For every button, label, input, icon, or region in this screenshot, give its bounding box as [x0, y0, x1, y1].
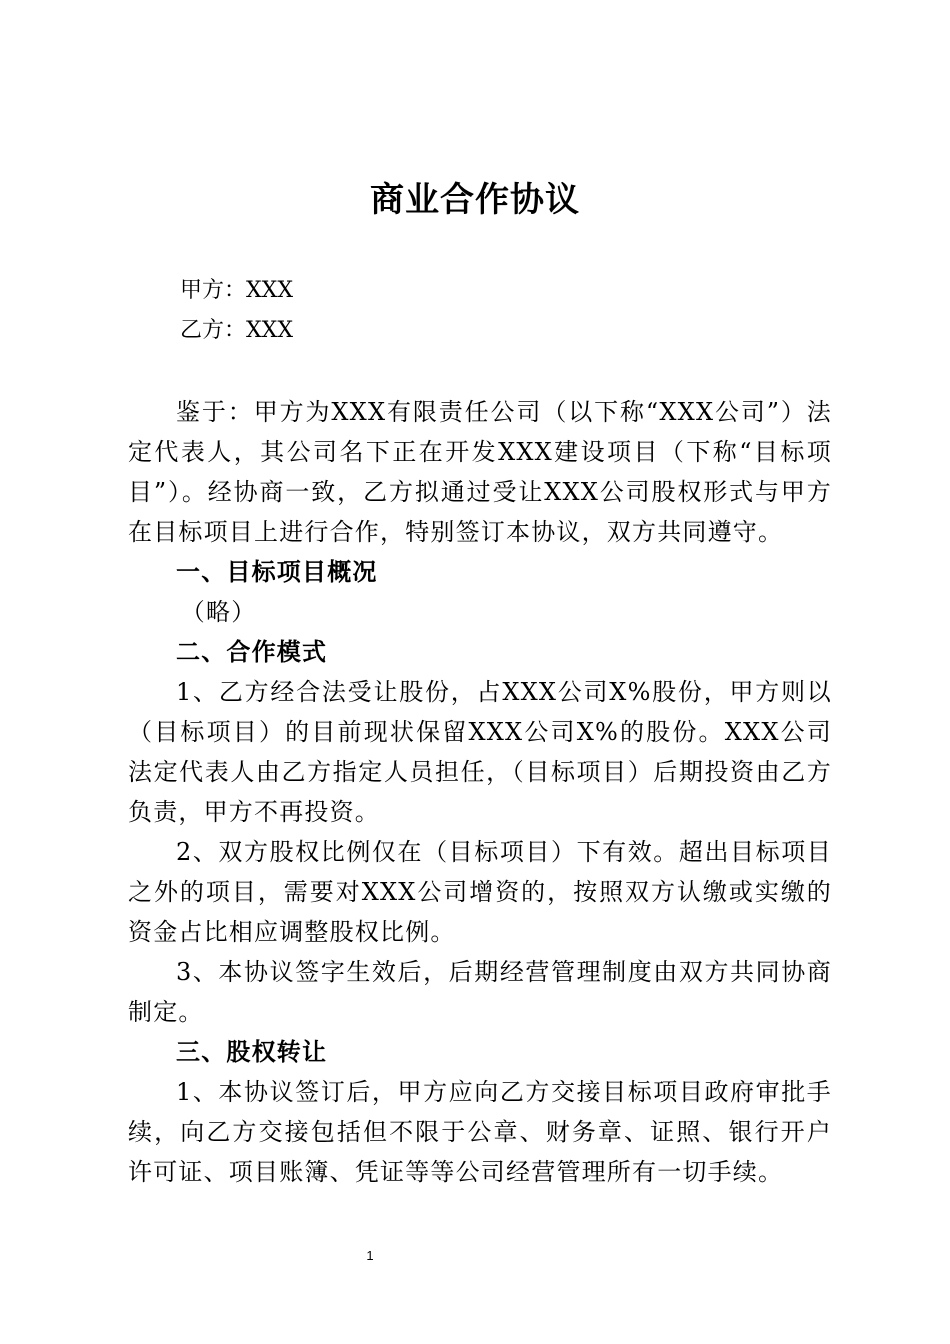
section-paragraph: 1、本协议签订后，甲方应向乙方交接目标项目政府审批手续，向乙方交接包括但不限于公章、财务章、证照、银行开户许可证、项目账簿、凭证等等公司经营管理所有一切手续。: [128, 1078, 832, 1186]
document-body: [128, 392, 832, 1192]
section-paragraph: 3、本协议签字生效后，后期经营管理制度由双方共同协商制定。: [128, 958, 832, 1026]
section-paragraph: （略）: [180, 598, 257, 626]
party-b: 乙方：XXX: [180, 318, 293, 343]
page-number: 1: [366, 1248, 374, 1263]
section-heading: 三、股权转让: [176, 1038, 328, 1066]
document-title: 商业合作协议: [370, 180, 580, 220]
preamble-paragraph: 鉴于：甲方为XXX有限责任公司（以下称“XXX公司”）法定代表人，其公司名下正在开发XXX建设项目（下称“目标项目”）。经协商一致，乙方拟通过受让XXX公司股权形式与甲方在目标项目上进行合作，特别签订本协议，双方共同遵守。: [128, 398, 832, 546]
section-heading: 一、目标项目概况: [176, 558, 378, 586]
party-a: 甲方：XXX: [180, 278, 293, 303]
section-paragraph: 1、乙方经合法受让股份，占XXX公司X%股份，甲方则以（目标项目）的目前现状保留XXX公司X%的股份。XXX公司法定代表人由乙方指定人员担任，（目标项目）后期投资由乙方负责，甲方不再投资。: [128, 678, 832, 826]
section-paragraph: 2、双方股权比例仅在（目标项目）下有效。超出目标项目之外的项目，需要对XXX公司增资的，按照双方认缴或实缴的资金占比相应调整股权比例。: [128, 838, 832, 946]
section-heading: 二、合作模式: [176, 638, 328, 666]
